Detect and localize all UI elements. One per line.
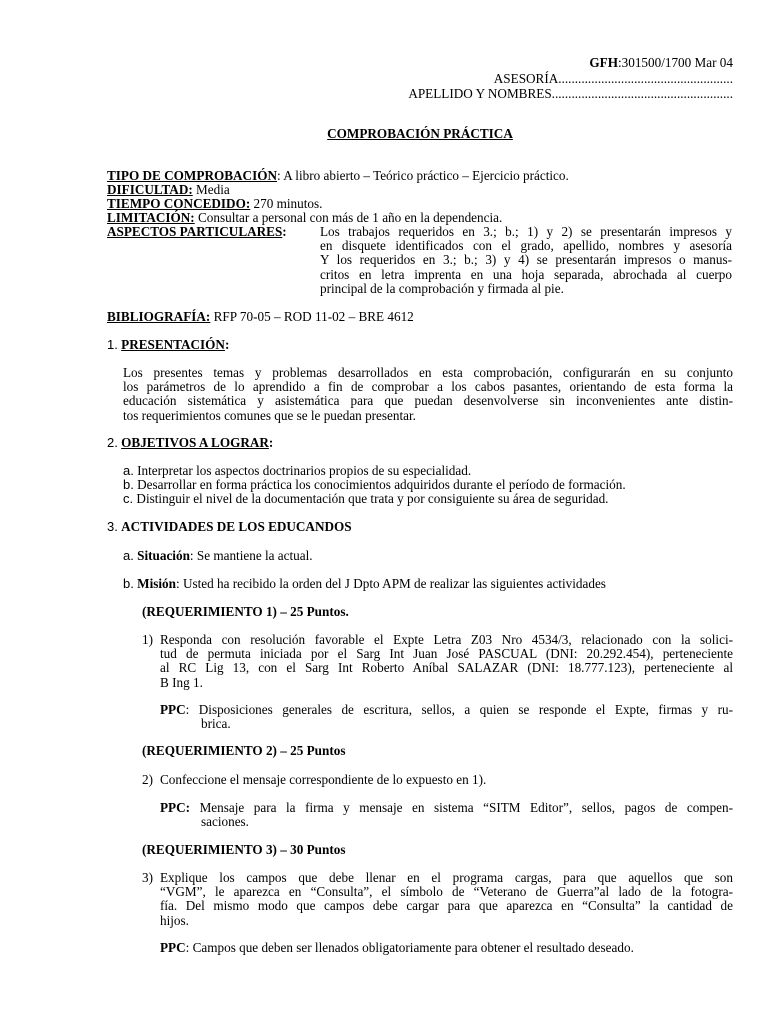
req-2-ppc — [160, 801, 733, 829]
section-1-heading — [107, 338, 229, 352]
tiempo-row — [107, 197, 322, 211]
tiempo-value: 270 minutos. — [250, 196, 323, 211]
ppc-text: : Disposiciones generales de escritura, sellos, a quien se responde el Expte, firmas y ru- — [185, 702, 733, 717]
mision-text: : Usted ha recibido la orden del J Dpto APM de realizar las siguientes actividades — [175, 576, 606, 591]
tipo-row — [107, 169, 569, 183]
ppc-label: PPC — [160, 940, 186, 955]
aspectos-line: Los trabajos requeridos en 3.; b.; 1) y 2) se presentarán impresos y — [320, 224, 732, 239]
dificultad-row — [107, 183, 230, 197]
req-3-text — [160, 871, 733, 928]
objective-text: Distinguir el nivel de la documentación que trata y por consiguiente su área de seguridad. — [133, 491, 609, 506]
ppc-line — [160, 703, 733, 717]
aspectos-text — [320, 225, 732, 296]
req-2-heading: (REQUERIMIENTO 2) – 25 Puntos — [142, 743, 346, 758]
ppc-line: saciones. — [201, 814, 249, 830]
tiempo-label: TIEMPO CONCEDIDO: — [107, 196, 251, 211]
req-2-text: Confeccione el mensaje correspondiente de lo expuesto en 1). — [160, 772, 487, 787]
section-2-colon: : — [268, 435, 274, 450]
req-line: hijos. — [160, 912, 189, 928]
req-1-heading: (REQUERIMIENTO 1) – 25 Puntos. — [142, 604, 349, 619]
req-1-number: 1) — [142, 632, 153, 647]
req-1-ppc — [160, 703, 733, 731]
ppc-line: brica. — [201, 716, 231, 732]
limitacion-label: LIMITACIÓN: — [107, 210, 195, 225]
aspectos-label: ASPECTOS PARTICULARES — [107, 224, 283, 239]
section-1-title: PRESENTACIÓN — [121, 337, 225, 352]
section-1-colon: : — [224, 337, 230, 352]
section-1-paragraph — [123, 366, 733, 423]
paragraph-line: educación sistemática y asistemática para que puedan desenvolverse sin inconvenientes ante distin- — [123, 393, 733, 409]
req-line: tud de permuta iniciada por el Sarg Int Juan José PASCUAL (DNI: 20.292.454), perteneciente — [160, 646, 733, 662]
aspectos-colon: : — [282, 224, 287, 239]
dificultad-label: DIFICULTAD: — [107, 182, 193, 197]
objective-letter: c. — [123, 491, 134, 506]
bibliografia-value: RFP 70-05 – ROD 11-02 – BRE 4612 — [210, 309, 414, 324]
limitacion-row — [107, 211, 502, 225]
objective-item — [123, 492, 608, 506]
ppc-text: : Campos que deben ser llenados obligatoriamente para obtener el resultado deseado. — [185, 940, 634, 955]
apellido-line: APELLIDO Y NOMBRES....................................................... — [408, 86, 733, 101]
tipo-label: TIPO DE COMPROBACIÓN — [107, 168, 277, 183]
objective-text: Desarrollar en forma práctica los conocimientos adquiridos durante el período de formación. — [133, 477, 626, 492]
document-title: COMPROBACIÓN PRÁCTICA — [327, 126, 513, 141]
bibliografia-row — [107, 310, 414, 324]
situacion-row — [123, 549, 313, 563]
aspectos-line: principal de la comprobación y firmada al pie. — [320, 280, 564, 296]
limitacion-value: Consultar a personal con más de 1 año en la dependencia. — [194, 210, 503, 225]
situacion-text: : Se mantiene la actual. — [189, 548, 313, 563]
objective-item — [123, 478, 626, 492]
req-2-number: 2) — [142, 772, 153, 787]
mision-label: Misión — [137, 576, 176, 591]
gfh-value: :301500/1700 Mar 04 — [617, 55, 733, 70]
paragraph-line: tos requerimientos comunes que se le puedan presentar. — [123, 407, 416, 423]
paragraph-line: Los presentes temas y problemas desarrollados en esta comprobación, configurarán en su conjunto — [123, 365, 733, 380]
req-line: fía. Del mismo modo que campos debe cargar para que aparezca en “Consulta” la cantidad de — [160, 898, 733, 914]
req-3-ppc — [160, 941, 634, 955]
req-line: al RC Lig 13, con el Sarg Int Roberto Aníbal SALAZAR (DNI: 18.777.123), perteneciente al — [160, 660, 733, 676]
req-line: B Ing 1. — [160, 674, 203, 690]
section-2-title: OBJETIVOS A LOGRAR — [121, 435, 269, 450]
aspectos-line: en disquete identificados con el grado, apellido, nombres y asesoría — [320, 238, 732, 254]
mision-row — [123, 577, 606, 591]
req-3-heading: (REQUERIMIENTO 3) – 30 Puntos — [142, 842, 346, 857]
asesoria-line: ASESORÍA..................................................... — [493, 71, 733, 86]
mision-letter: b. — [123, 576, 134, 591]
req-line: “VGM”, le aparezca en “Consulta”, el símbolo de “Veterano de Guerra”al lado de la fotogra- — [160, 884, 733, 900]
aspectos-line: Y los requeridos en 3.; b.; 3) y 4) se presentarán impresos o manus- — [320, 252, 732, 268]
section-3-title: ACTIVIDADES DE LOS EDUCANDOS — [121, 519, 352, 534]
section-3-heading — [107, 520, 352, 534]
tipo-value: : A libro abierto – Teórico práctico – Ejercicio práctico. — [276, 168, 569, 183]
ppc-label: PPC: — [160, 800, 191, 815]
req-1-text — [160, 633, 733, 690]
req-line: Responda con resolución favorable el Expte Letra Z03 Nro 4534/3, relacionado con la solici- — [160, 632, 733, 647]
situacion-label: Situación — [137, 548, 190, 563]
req-3-number: 3) — [142, 870, 153, 885]
gfh-label: GFH — [589, 55, 618, 70]
section-2-heading — [107, 436, 273, 450]
objective-letter: b. — [123, 477, 134, 492]
section-2-number: 2. — [107, 435, 118, 450]
bibliografia-label: BIBLIOGRAFÍA: — [107, 309, 211, 324]
ppc-label: PPC — [160, 702, 186, 717]
ppc-text: Mensaje para la firma y mensaje en sistema “SITM Editor”, sellos, pagos de compen- — [190, 800, 733, 815]
ppc-line — [160, 801, 733, 815]
situacion-letter: a. — [123, 548, 134, 563]
objective-item — [123, 464, 471, 478]
section-1-number: 1. — [107, 337, 118, 352]
aspectos-line: critos en letra imprenta en una hoja separada, abrochada al cuerpo — [320, 266, 732, 282]
req-line: Explique los campos que debe llenar en el programa cargas, para que aquellos que son — [160, 870, 733, 885]
objective-letter: a. — [123, 463, 134, 478]
aspectos-row — [107, 225, 287, 239]
section-3-number: 3. — [107, 519, 118, 534]
gfh-line — [589, 56, 733, 70]
dificultad-value: Media — [192, 182, 230, 197]
paragraph-line: los parámetros de lo aprendido a fin de comprobar a los cabos pasantes, orientando de esta forma la — [123, 379, 733, 395]
objective-text: Interpretar los aspectos doctrinarios propios de su especialidad. — [133, 463, 472, 478]
